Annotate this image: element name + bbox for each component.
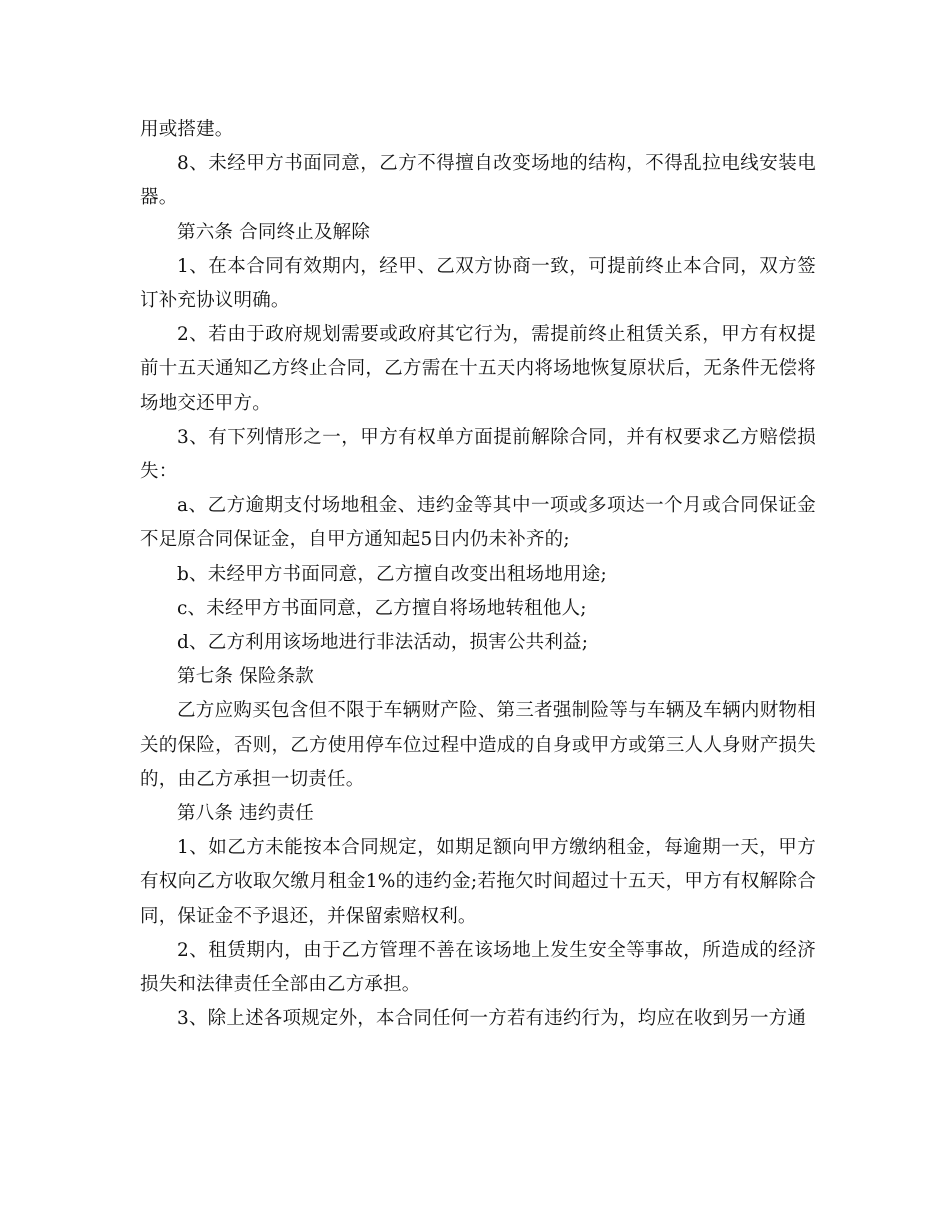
paragraph-clause-5-8: 8、未经甲方书面同意，乙方不得擅自改变场地的结构，不得乱拉电线安装电器。	[140, 153, 816, 209]
paragraph-clause-8-2: 2、租赁期内，由于乙方管理不善在该场地上发生安全等事故，所造成的经济损失和法律责任全部由乙方承担。	[140, 939, 816, 996]
paragraph-item-b: b、未经甲方书面同意，乙方擅自改变出租场地用途;	[177, 563, 607, 585]
document-body	[140, 113, 816, 1036]
section-heading-article-7: 第七条 保险条款	[177, 666, 314, 688]
paragraph-clause-6-1: 1、在本合同有效期内，经甲、乙双方协商一致，可提前终止本合同，双方签订补充协议明确。	[140, 255, 816, 312]
paragraph-clause-8-1: 1、如乙方未能按本合同规定，如期足额向甲方缴纳租金，每逾期一天，甲方有权向乙方收取欠缴月租金1%的违约金;若拖欠时间超过十五天，甲方有权解除合同，保证金不予退还，并保留索赔权利。	[140, 837, 816, 927]
paragraph-insurance: 乙方应购买包含但不限于车辆财产险、第三者强制险等与车辆及车辆内财物相关的保险，否则，乙方使用停车位过程中造成的自身或甲方或第三人人身财产损失的，由乙方承担一切责任。	[140, 700, 816, 790]
section-heading-article-8: 第八条 违约责任	[177, 803, 314, 825]
paragraph-clause-8-3: 3、除上述各项规定外，本合同任何一方若有违约行为，均应在收到另一方通	[177, 1008, 807, 1030]
section-heading-article-6: 第六条 合同终止及解除	[177, 221, 371, 243]
paragraph-clause-6-2: 2、若由于政府规划需要或政府其它行为，需提前终止租赁关系，甲方有权提前十五天通知乙方终止合同，乙方需在十五天内将场地恢复原状后，无条件无偿将场地交还甲方。	[140, 324, 816, 414]
paragraph-continuation: 用或搭建。	[140, 119, 234, 140]
paragraph-item-d: d、乙方利用该场地进行非法活动，损害公共利益;	[177, 632, 589, 654]
paragraph-item-c: c、未经甲方书面同意，乙方擅自将场地转租他人;	[177, 597, 587, 619]
paragraph-item-a: a、乙方逾期支付场地租金、违约金等其中一项或多项达一个月或合同保证金不足原合同保证金，自甲方通知起5日内仍未补齐的;	[140, 495, 816, 551]
paragraph-clause-6-3: 3、有下列情形之一，甲方有权单方面提前解除合同，并有权要求乙方赔偿损失：	[140, 426, 816, 483]
